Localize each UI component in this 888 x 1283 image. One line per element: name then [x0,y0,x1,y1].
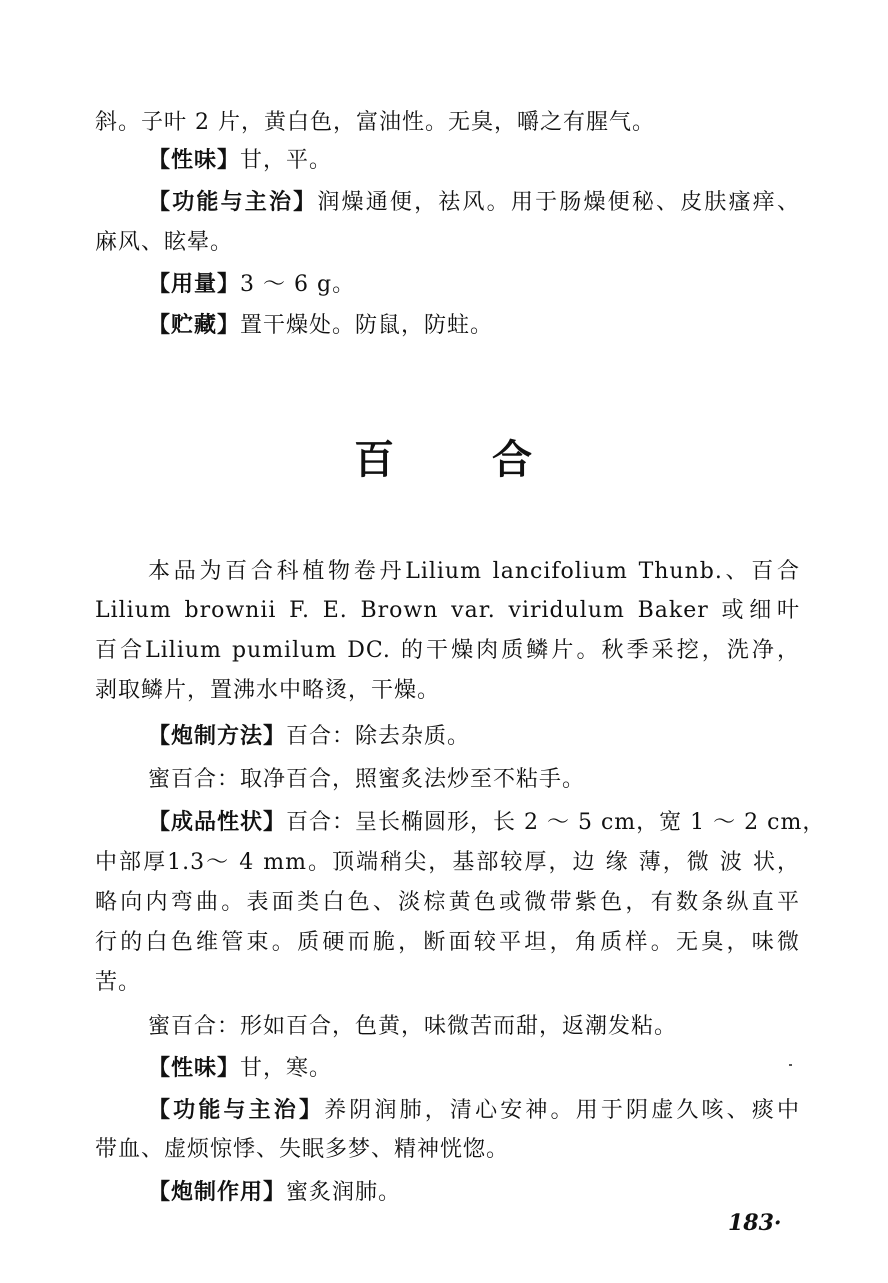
zhucang-line [148,309,800,343]
section-label: 【贮藏】 [148,313,241,338]
text-line [95,886,800,920]
text-line [95,966,800,1000]
intro-line [95,634,800,668]
section-label: 【功能与主治】 [148,190,318,215]
section-text: 百合：除去杂质。 [286,724,471,749]
section-label: 【炮制方法】 [148,724,287,749]
section-text: 行的白色维管束。质硬而脆，断面较平坦，角质样。无臭，味微 [95,930,800,955]
gongneng-line [148,186,800,220]
section-label: 【功能与主治】 [148,1098,325,1123]
title-char: 百 [354,437,396,483]
section-text: 百合：呈长椭圆形，长 2 ～ 5 cm，宽 1 ～ 2 cm， [286,810,826,835]
entry-title [0,428,888,485]
section-text: 麻风、眩晕。 [95,230,234,255]
section-label: 【用量】 [148,272,241,297]
mibaihe-trait-line [148,1010,800,1044]
chengpin-line [148,806,826,840]
seed-description: 斜。子叶 2 片，黄白色，富油性。无臭，嚼之有腥气。 [95,110,655,135]
intro-line [95,594,800,628]
text-line [95,846,800,880]
intro-text: 剥取鳞片，置沸水中略烫，干燥。 [95,678,441,703]
gongneng-line [148,1094,800,1128]
section-text: 略向内弯曲。表面类白色、淡棕黄色或微带紫色，有数条纵直平 [95,890,800,915]
intro-line [148,555,800,589]
intro-text: 百合Lilium pumilum DC. 的干燥肉质鳞片。秋季采挖，洗净， [95,638,800,663]
text-line [95,926,800,960]
section-text: 中部厚1.3～ 4 mm。顶端稍尖，基部较厚，边 缘 薄，微 波 状， [95,850,800,875]
section-label: 【性味】 [148,148,241,173]
intro-text: Lilium brownii F. E. Brown var. viridulum Baker 或细叶 [95,598,800,623]
section-text: 苦。 [95,970,142,995]
section-text: 甘，寒。 [240,1056,333,1081]
xingwei-line [148,1052,800,1086]
section-text: 蜜百合：取净百合，照蜜炙法炒至不粘手。 [148,767,586,792]
intro-line [95,674,800,708]
section-label: 【成品性状】 [148,810,287,835]
section-text: 蜜炙润肺。 [286,1180,402,1205]
section-label: 【炮制作用】 [148,1180,287,1205]
page-number: 183· [728,1210,782,1236]
xingwei-line [148,144,800,178]
section-text: 3 ～ 6 g。 [240,272,356,297]
mibaihe-method-line [148,763,800,797]
title-char: 合 [492,437,534,483]
intro-text: 本品为百合科植物卷丹Lilium lancifolium Thunb.、百合 [148,559,800,584]
text-line [95,226,800,260]
section-text: 养阴润肺，清心安神。用于阴虚久咳、痰中 [324,1098,800,1123]
print-speck [789,1064,792,1066]
section-text: 润燥通便，祛风。用于肠燥便秘、皮肤瘙痒、 [317,190,800,215]
section-text: 带血、虚烦惊悸、失眠多梦、精神恍惚。 [95,1137,510,1162]
zuoyong-line [148,1176,800,1210]
section-text: 蜜百合：形如百合，色黄，味微苦而甜，返潮发粘。 [148,1014,678,1039]
section-text: 置干燥处。防鼠，防蛀。 [240,313,494,338]
section-label: 【性味】 [148,1056,241,1081]
text-line [95,1133,800,1167]
paozhi-line [148,720,800,754]
yongliang-line [148,268,800,302]
section-text: 甘，平。 [240,148,333,173]
text-line [95,106,800,140]
